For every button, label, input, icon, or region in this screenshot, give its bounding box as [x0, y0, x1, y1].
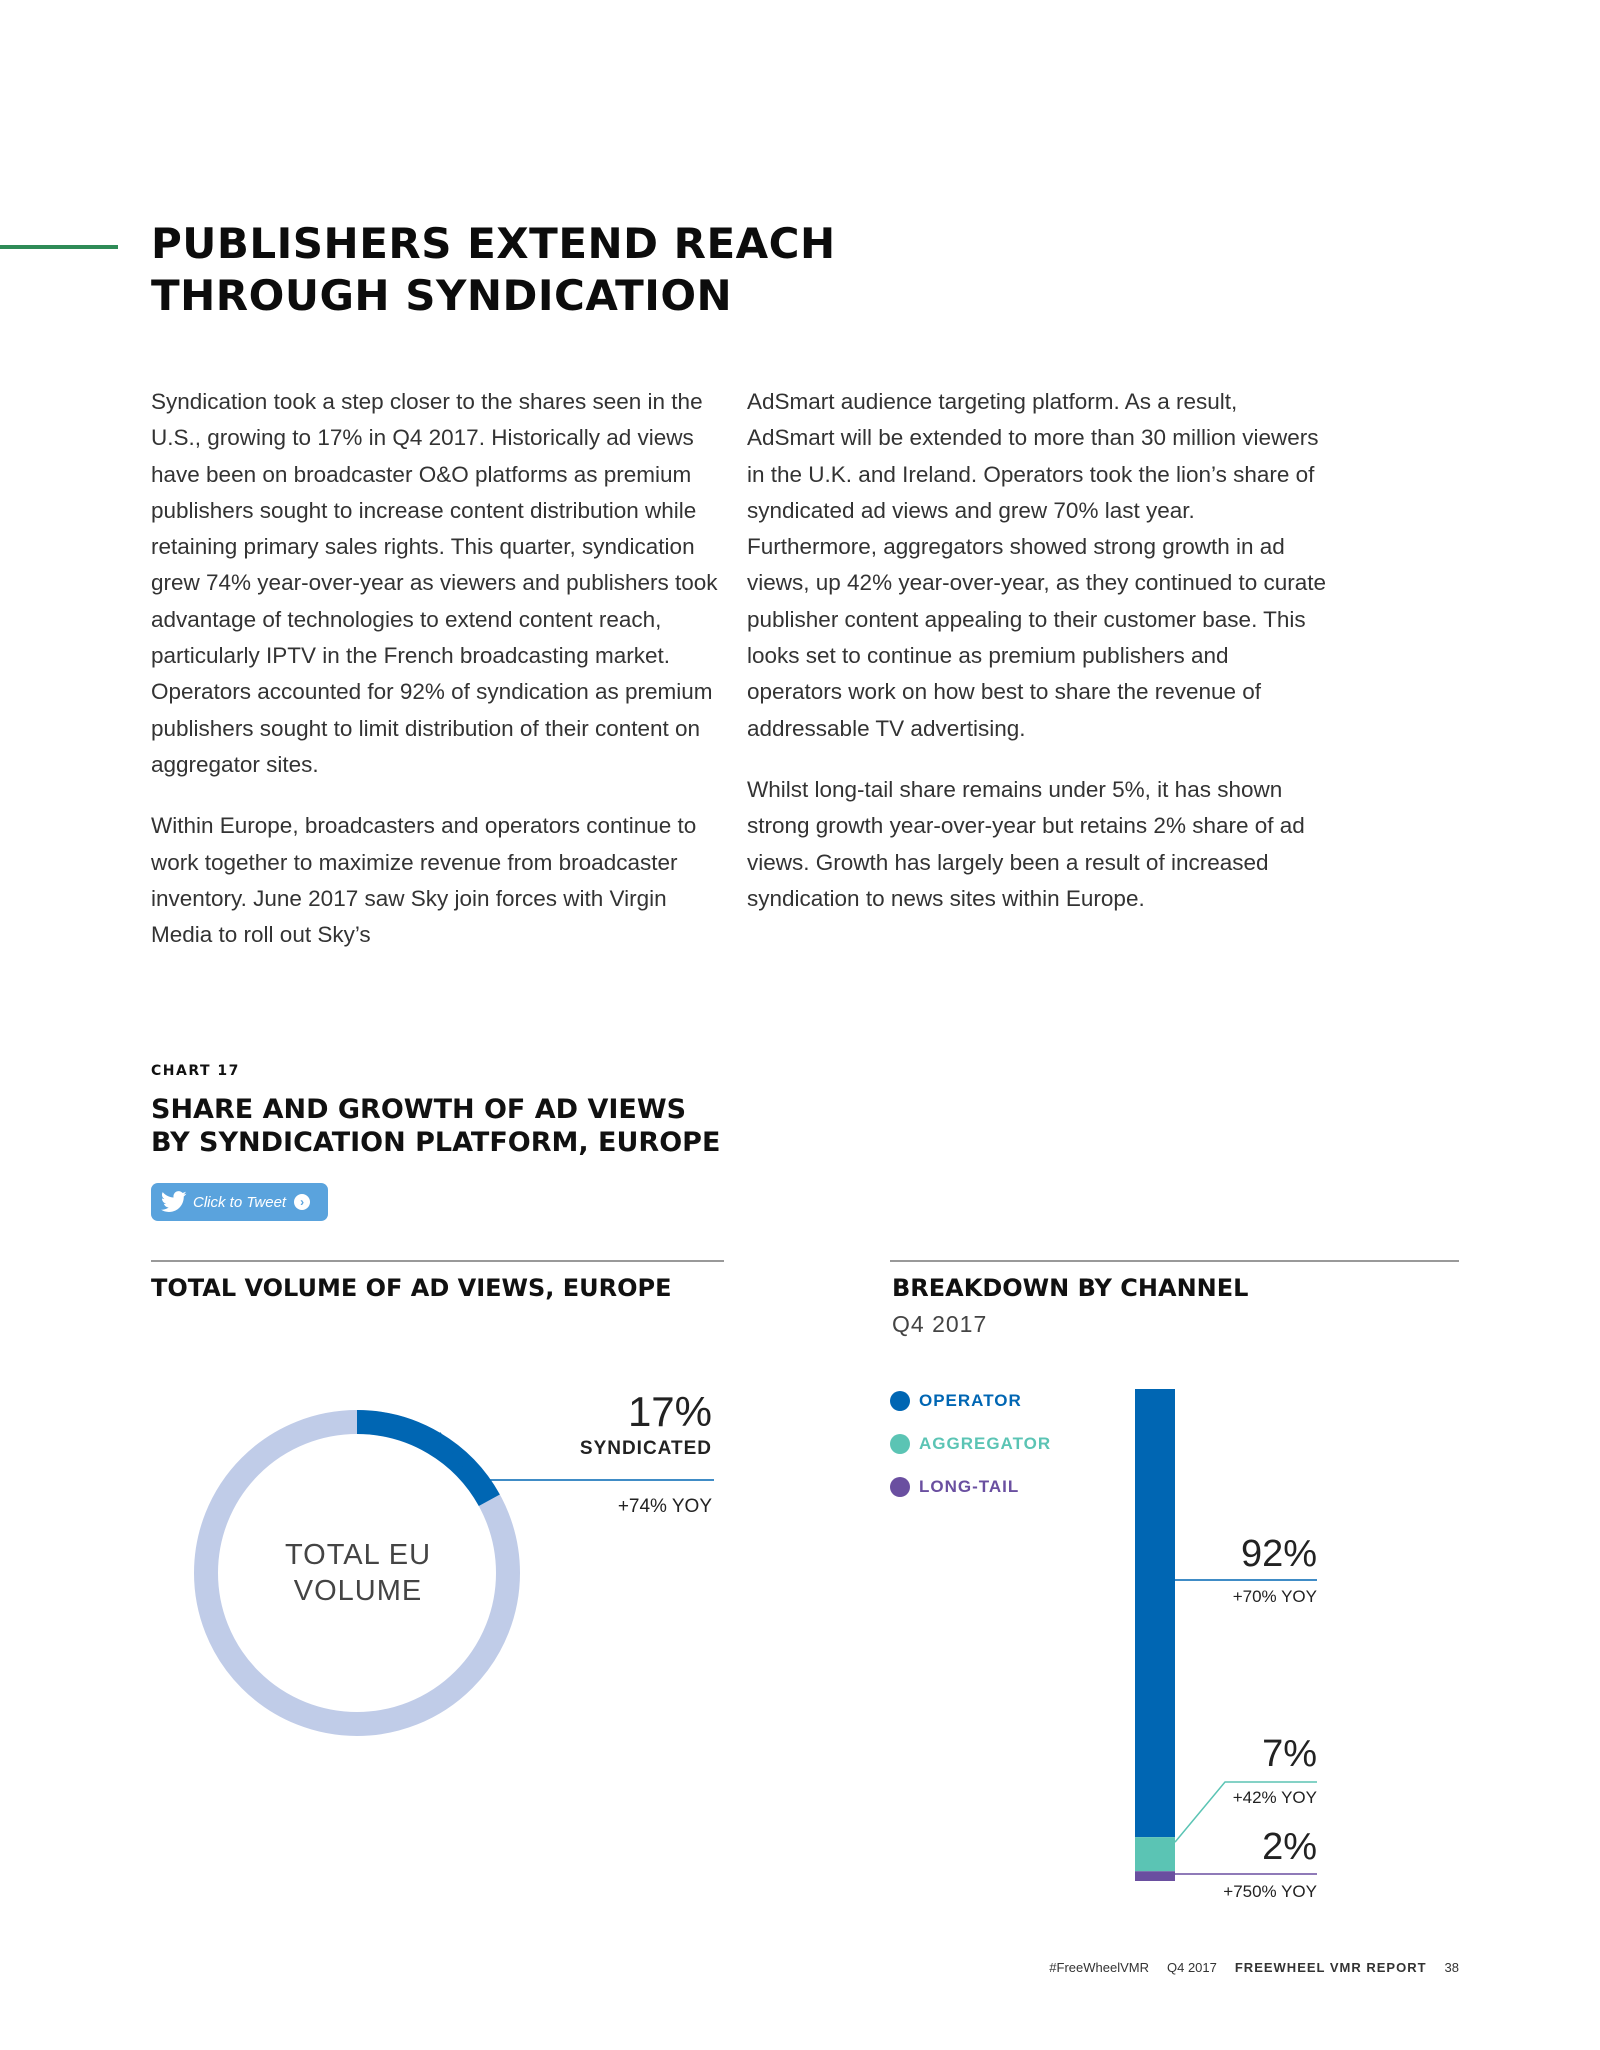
- donut-center-line2: VOLUME: [293, 1575, 423, 1607]
- bar-legend: [890, 1390, 1051, 1519]
- chevron-right-icon: ›: [294, 1194, 310, 1210]
- footer-report-name: FREEWHEEL VMR REPORT: [1234, 1960, 1427, 1975]
- legend-label-operator: OPERATOR: [919, 1391, 1022, 1410]
- bar-chart-subtitle: Q4 2017: [892, 1311, 988, 1337]
- footer-page-number: 38: [1444, 1960, 1459, 1975]
- aggregator-value-label: 7%: [1262, 1733, 1317, 1775]
- legend-label-long-tail: LONG-TAIL: [919, 1477, 1020, 1496]
- donut-chart-title: TOTAL VOLUME OF AD VIEWS, EUROPE: [151, 1274, 672, 1302]
- legend-item-long-tail: [890, 1476, 1051, 1498]
- aggregator-yoy-label: +42% YOY: [1232, 1788, 1317, 1807]
- page-title-line2: THROUGH SYNDICATION: [151, 271, 733, 320]
- bar-segment-aggregator: [1135, 1837, 1175, 1871]
- chart-title-line1: SHARE AND GROWTH OF AD VIEWS: [151, 1094, 687, 1125]
- footer-period: Q4 2017: [1166, 1960, 1217, 1975]
- body-paragraph: Whilst long-tail share remains under 5%, it has shown strong growth year-over-year but retains 2% share of ad views. Growth has largely been a result of increased syndication to news sites within Europe.: [747, 776, 1305, 911]
- bar-segment-long-tail: [1135, 1871, 1175, 1881]
- legend-dot-operator: [890, 1391, 910, 1411]
- footer-hashtag: #FreeWheelVMR: [1049, 1960, 1149, 1975]
- legend-item-aggregator: [890, 1433, 1051, 1455]
- syndicated-value-label: 17%: [627, 1388, 712, 1435]
- bar-chart-title: BREAKDOWN BY CHANNEL: [892, 1274, 1249, 1302]
- body-paragraph: Syndication took a step closer to the shares seen in the U.S., growing to 17% in Q4 2017. Historically ad views have been on broadcaster O&O platforms as premium publishers sought to increase content distribution while retaining primary sales rights. This quarter, syndication grew 74% year-over-year as viewers and publishers took advantage of technologies to extend content reach, particularly IPTV in the French broadcasting market. Operators accounted for 92% of syndication as premium publishers sought to limit distribution of their content on aggregator sites.: [151, 389, 718, 777]
- legend-dot-aggregator: [890, 1434, 910, 1454]
- legend-label-aggregator: AGGREGATOR: [919, 1434, 1052, 1453]
- long-tail-value-label: 2%: [1262, 1826, 1317, 1868]
- legend-dot-long-tail: [890, 1477, 910, 1497]
- body-paragraph: AdSmart audience targeting platform. As a result, AdSmart will be extended to more than 30 million viewers in the U.K. and Ireland. Operators took the lion’s share of syndicated ad views and grew 70% last year. Furthermore, aggregators showed strong growth in ad views, up 42% year-over-year, as they continued to curate publisher content appealing to their customer base. This looks set to continue as premium publishers and operators work on how best to share the revenue of addressable TV advertising.: [747, 389, 1327, 741]
- legend-item-operator: [890, 1390, 1051, 1412]
- click-to-tweet-label: Click to Tweet: [193, 1193, 287, 1211]
- long-tail-yoy-label: +750% YOY: [1223, 1882, 1317, 1901]
- chart-title-line2: BY SYNDICATION PLATFORM, EUROPE: [151, 1127, 721, 1158]
- page-footer: [1049, 1960, 1459, 1975]
- syndicated-yoy-label: +74% YOY: [617, 1496, 712, 1517]
- operator-value-label: 92%: [1240, 1533, 1317, 1575]
- donut-slice-syndicated: [357, 1422, 489, 1500]
- syndicated-category-label: SYNDICATED: [579, 1438, 712, 1459]
- page-title-line1: PUBLISHERS EXTEND REACH: [151, 219, 836, 268]
- operator-yoy-label: +70% YOY: [1232, 1587, 1317, 1606]
- chart-number-label: CHART 17: [151, 1063, 240, 1079]
- donut-center-label: [220, 1537, 496, 1609]
- donut-center-line1: TOTAL EU: [284, 1539, 432, 1571]
- bar-segment-operator: [1135, 1389, 1175, 1837]
- body-paragraph: Within Europe, broadcasters and operators continue to work together to maximize revenue from broadcaster inventory. June 2017 saw Sky join forces with Virgin Media to roll out Sky’s: [151, 813, 697, 948]
